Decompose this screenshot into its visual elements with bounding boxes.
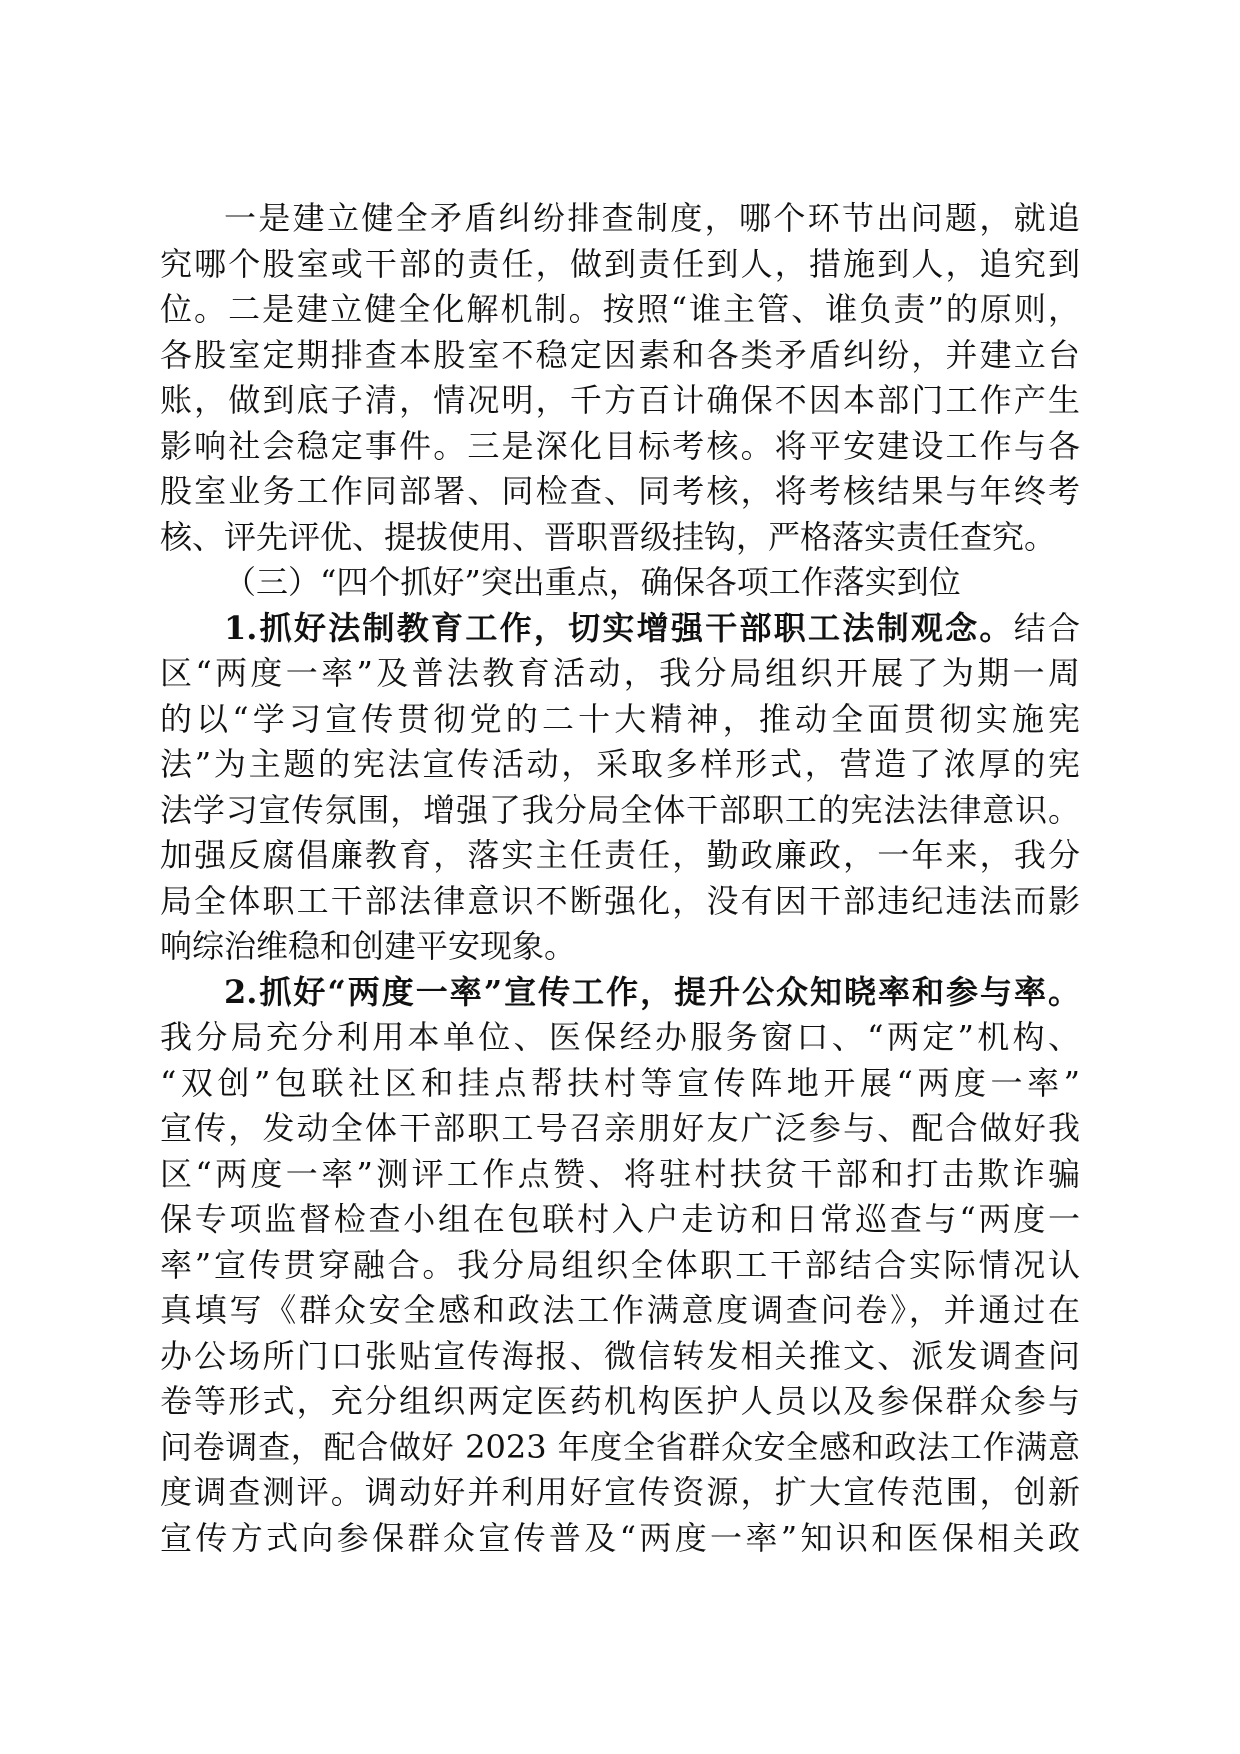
text-line <box>160 924 1080 970</box>
text-line <box>160 287 1080 333</box>
text-line <box>160 742 1080 788</box>
body-text: 我分局充分利用本单位、医保经办服务窗口、“两定”机构、 <box>160 1018 1080 1056</box>
body-text: 真填写《群众安全感和政法工作满意度调查问卷》，并通过在 <box>160 1291 1080 1329</box>
body-text: 究哪个股室或干部的责任，做到责任到人，措施到人，追究到 <box>160 244 1080 283</box>
text-line <box>160 1106 1080 1152</box>
body-text: 保专项监督检查小组在包联村入户走访和日常巡查与“两度一 <box>160 1200 1080 1238</box>
body-text: 区“两度一率”及普法教育活动，我分局组织开展了为期一周 <box>160 654 1080 692</box>
text-line <box>160 1379 1080 1425</box>
text-line <box>160 833 1080 879</box>
body-text: 股室业务工作同部署、同检查、同考核，将考核结果与年终考 <box>160 472 1080 510</box>
bold-lead-text: 1.抓好法制教育工作，切实增强干部职工法制观念。 <box>224 608 1014 647</box>
text-line <box>160 469 1080 515</box>
body-text: 区“两度一率”测评工作点赞、将驻村扶贫干部和打击欺诈骗 <box>160 1154 1080 1193</box>
body-text: 加强反腐倡廉教育，落实主任责任，勤政廉政，一年来，我分 <box>160 836 1080 874</box>
body-text: 问卷调查，配合做好 2023 年度全省群众安全感和政法工作满意 <box>160 1427 1080 1466</box>
bold-lead-text: 2.抓好“两度一率”宣传工作，提升公众知晓率和参与率。 <box>224 972 1080 1011</box>
text-line <box>160 1288 1080 1334</box>
text-line <box>160 1061 1080 1107</box>
body-text: 办公场所门口张贴宣传海报、微信转发相关推文、派发调查问 <box>160 1336 1080 1375</box>
body-text: 各股室定期排查本股室不稳定因素和各类矛盾纠纷，并建立台 <box>160 335 1080 374</box>
body-text: 率”宣传贯穿融合。我分局组织全体职工干部结合实际情况认 <box>160 1245 1080 1284</box>
body-text: 的以“学习宣传贯彻党的二十大精神，推动全面贯彻实施宪 <box>160 699 1080 738</box>
text-line <box>160 970 1080 1016</box>
text-line <box>160 515 1080 561</box>
text-line <box>160 879 1080 925</box>
body-text: 一是建立健全矛盾纠纷排查制度，哪个环节出问题，就追 <box>224 199 1080 237</box>
text-line <box>160 651 1080 697</box>
text-line <box>160 242 1080 288</box>
body-text: 结合 <box>1013 608 1080 647</box>
body-text: 法学习宣传氛围，增强了我分局全体干部职工的宪法法律意识。 <box>160 790 1080 829</box>
text-line <box>160 788 1080 834</box>
body-text: 位。二是建立健全化解机制。按照“谁主管、谁负责”的原则， <box>160 290 1080 328</box>
text-line <box>160 1015 1080 1061</box>
text-line <box>160 1470 1080 1516</box>
body-text: 宣传，发动全体干部职工号召亲朋好友广泛参与、配合做好我 <box>160 1109 1080 1147</box>
text-line <box>160 1425 1080 1471</box>
body-text: “双创”包联社区和挂点帮扶村等宣传阵地开展“两度一率” <box>160 1063 1080 1102</box>
text-line <box>160 1152 1080 1198</box>
body-text: 度调查测评。调动好并利用好宣传资源，扩大宣传范围，创新 <box>160 1473 1080 1511</box>
body-text: 影响社会稳定事件。三是深化目标考核。将平安建设工作与各 <box>160 426 1080 465</box>
text-line <box>160 1197 1080 1243</box>
body-text: 响综治维稳和创建平安现象。 <box>160 927 577 965</box>
text-line <box>160 606 1080 652</box>
text-line <box>160 560 1080 606</box>
document-body <box>160 196 1080 1561</box>
text-line <box>160 1243 1080 1289</box>
body-text: 局全体职工干部法律意识不断强化，没有因干部违纪违法而影 <box>160 881 1080 920</box>
text-line <box>160 424 1080 470</box>
body-text: 账，做到底子清，情况明，千方百计确保不因本部门工作产生 <box>160 381 1080 419</box>
body-text: 卷等形式，充分组织两定医药机构医护人员以及参保群众参与 <box>160 1382 1080 1420</box>
text-line <box>160 196 1080 242</box>
text-line <box>160 333 1080 379</box>
text-line <box>160 697 1080 743</box>
text-line <box>160 1334 1080 1380</box>
body-text: 法”为主题的宪法宣传活动，采取多样形式，营造了浓厚的宪 <box>160 745 1080 783</box>
body-text: 宣传方式向参保群众宣传普及“两度一率”知识和医保相关政 <box>160 1518 1080 1557</box>
text-line <box>160 378 1080 424</box>
body-text: 核、评先评优、提拔使用、晋职晋级挂钩，严格落实责任查究。 <box>160 517 1057 556</box>
text-line <box>160 1516 1080 1562</box>
body-text: （三）“四个抓好”突出重点，确保各项工作落实到位 <box>224 563 961 601</box>
